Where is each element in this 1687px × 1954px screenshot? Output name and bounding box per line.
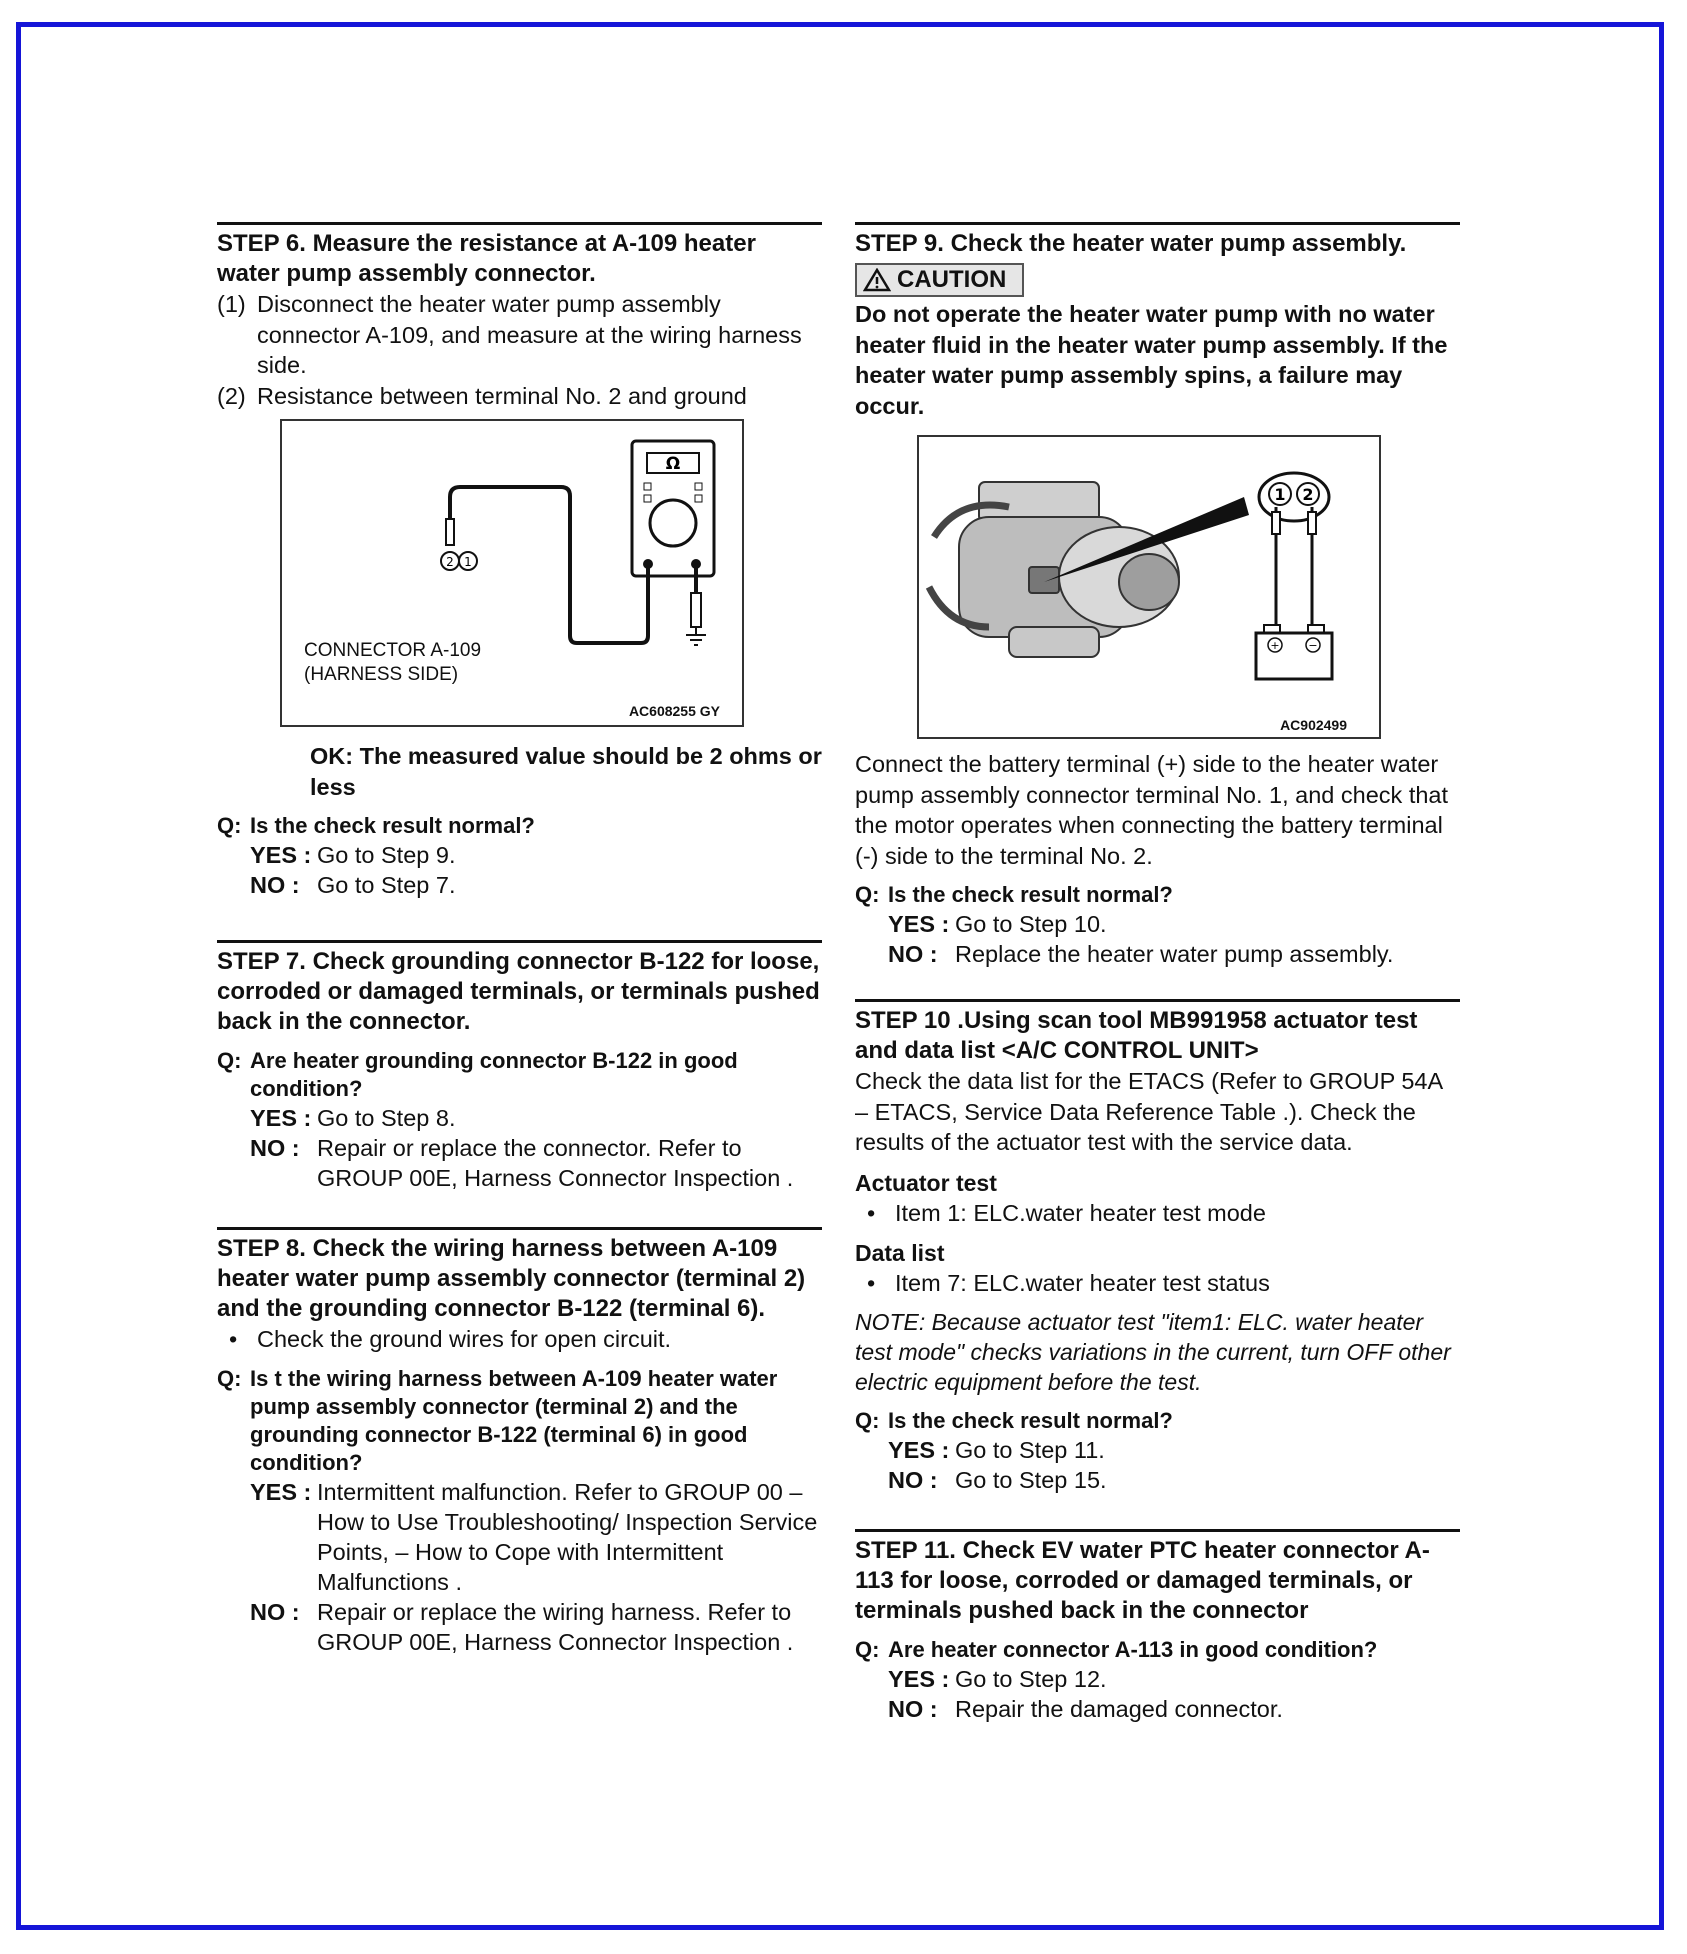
yes-text: Intermittent malfunction. Refer to GROUP 00 – How to Use Troubleshooting/ Inspection Service Points, – How to Cope with Intermittent Malfunctions .: [317, 1478, 818, 1595]
step-6-no: [217, 870, 822, 900]
q-label: Q:: [855, 1407, 880, 1433]
probe-tip: [446, 519, 454, 545]
step-8-no: [217, 1597, 822, 1657]
no-text: Repair or replace the wiring harness. Refer to GROUP 00E, Harness Connector Inspection .: [317, 1598, 794, 1655]
question-text: Is t the wiring harness between A-109 heater water pump assembly connector (terminal 2) and the grounding connector B-122 (terminal 6) in good condition?: [250, 1365, 778, 1475]
step-8-bullet: [217, 1324, 822, 1355]
bullet-text: Check the ground wires for open circuit.: [257, 1326, 672, 1352]
probe-minus: [1308, 512, 1316, 534]
no-label: NO :: [250, 872, 300, 898]
water-pump-diagram: [917, 435, 1381, 739]
data-list-item: [855, 1268, 1460, 1299]
step-7: [217, 940, 822, 1193]
step-10: [855, 999, 1460, 1495]
step-10-title: STEP 10 .Using scan tool MB991958 actuator test and data list <A/C CONTROL UNIT>: [855, 1007, 1418, 1064]
step-10-note: NOTE: Because actuator test "item1: ELC. water heater test mode" checks variations in the current, turn OFF other electric equipment before the test.: [855, 1308, 1451, 1395]
minus-label: −: [1308, 639, 1318, 652]
q-label: Q:: [217, 813, 242, 838]
item-text: Resistance between terminal No. 2 and ground: [257, 382, 747, 409]
step-6-title: STEP 6. Measure the resistance at A-109 heater water pump assembly connector.: [217, 230, 756, 287]
no-label: NO :: [888, 1695, 938, 1722]
step-6-yes: [217, 840, 822, 870]
bullet-mark: •: [867, 1199, 876, 1226]
step-11: [855, 1529, 1460, 1724]
ohmmeter-diagram: [280, 419, 744, 727]
question-text: Is the check result normal?: [250, 813, 535, 838]
step-11-no: [855, 1694, 1460, 1724]
yes-label: YES :: [888, 1665, 950, 1692]
pin-2-label: 2: [1302, 485, 1314, 504]
yes-label: YES :: [888, 911, 950, 937]
no-text: Repair or replace the connector. Refer to GROUP 00E, Harness Connector Inspection .: [317, 1135, 794, 1191]
question-text: Is the check result normal?: [888, 1407, 1173, 1433]
step-10-yes: [855, 1435, 1460, 1465]
yes-label: YES :: [250, 1478, 312, 1505]
step-9-body: Connect the battery terminal (+) side to the heater water pump assembly connector terminal No. 1, and check that the motor operates when connecting the battery terminal (-) side to the terminal No. 2.: [855, 751, 1449, 869]
step-6-item-1: [217, 289, 822, 381]
yes-text: Go to Step 12.: [955, 1665, 1107, 1692]
q-label: Q:: [855, 1636, 880, 1662]
data-list-heading: Data list: [855, 1240, 945, 1266]
no-label: NO :: [250, 1598, 300, 1625]
no-text: Replace the heater water pump assembly.: [955, 941, 1394, 967]
actuator-test-item: [855, 1198, 1460, 1229]
question-text: Are heater connector A-113 in good condition?: [888, 1636, 1378, 1662]
no-label: NO :: [888, 941, 938, 967]
actuator-test-heading: Actuator test: [855, 1169, 997, 1196]
step-11-title: STEP 11. Check EV water PTC heater connector A-113 for loose, corroded or damaged terminals, or terminals pushed back in the connector: [855, 1536, 1430, 1624]
no-text: Repair the damaged connector.: [955, 1695, 1283, 1722]
q-label: Q:: [217, 1365, 242, 1391]
yes-label: YES :: [250, 842, 312, 868]
yes-label: YES :: [888, 1436, 950, 1463]
yes-text: Go to Step 8.: [317, 1105, 456, 1131]
step-7-title: STEP 7. Check grounding connector B-122 for loose, corroded or damaged terminals, or terminals pushed back in the connector.: [217, 948, 820, 1035]
step-9-no: [855, 939, 1460, 969]
step-6-question: [217, 812, 822, 840]
battery: [1256, 633, 1332, 679]
ground-probe: [691, 593, 701, 627]
step-9: [855, 222, 1460, 969]
meter-dial: [650, 500, 696, 546]
caution-text: Do not operate the heater water pump with no water heater fluid in the heater water pump assembly. If the heater water pump assembly spins, a failure may occur.: [855, 301, 1448, 419]
q-label: Q:: [855, 882, 880, 907]
pump-assembly: [929, 482, 1179, 657]
plus-label: +: [1270, 639, 1280, 652]
bullet-text: Item 1: ELC.water heater test mode: [895, 1199, 1266, 1226]
step-11-question: [855, 1636, 1460, 1664]
yes-text: Go to Step 9.: [317, 842, 456, 868]
yes-text: Go to Step 11.: [955, 1436, 1105, 1463]
step-7-question: [217, 1047, 822, 1103]
water-pump-drawing: [919, 437, 1379, 737]
pin-1-label: 1: [1274, 485, 1286, 504]
step-8-question: [217, 1365, 822, 1477]
step-6-item-2: [217, 381, 822, 412]
figure-code: AC902499: [1280, 717, 1347, 733]
bullet-mark: •: [229, 1326, 238, 1352]
no-text: Go to Step 15.: [955, 1466, 1107, 1493]
left-column: [217, 222, 822, 1685]
step-10-no: [855, 1465, 1460, 1495]
step-8: [217, 1227, 822, 1657]
right-column: [855, 222, 1460, 1752]
step-8-yes: [217, 1477, 822, 1597]
yes-label: YES :: [250, 1105, 312, 1131]
pin-2-label: 2: [446, 555, 454, 569]
question-text: Is the check result normal?: [888, 882, 1173, 907]
connector-label: CONNECTOR A-109 (HARNESS SIDE): [304, 640, 482, 685]
step-11-yes: [855, 1664, 1460, 1694]
warning-triangle-icon: [863, 268, 891, 292]
step-7-yes: [217, 1103, 822, 1133]
caution-label: CAUTION: [897, 266, 1007, 293]
step-9-yes: [855, 909, 1460, 939]
ok-criteria: OK: The measured value should be 2 ohms or less: [310, 743, 822, 800]
step-10-body: Check the data list for the ETACS (Refer to GROUP 54A – ETACS, Service Data Reference Table .). Check the results of the actuator test with the service data.: [855, 1068, 1442, 1155]
no-text: Go to Step 7.: [317, 872, 456, 898]
step-10-question: [855, 1407, 1460, 1435]
item-number: (1): [217, 291, 246, 317]
ohm-symbol: Ω: [665, 454, 681, 474]
step-9-question: [855, 881, 1460, 909]
step-6: [217, 222, 822, 900]
bullet-text: Item 7: ELC.water heater test status: [895, 1270, 1270, 1296]
step-7-no: [217, 1133, 822, 1193]
item-number: (2): [217, 382, 246, 409]
figure-code: AC608255 GY: [628, 703, 720, 719]
no-label: NO :: [888, 1466, 938, 1493]
pin-1-label: 1: [464, 555, 472, 569]
yes-text: Go to Step 10.: [955, 911, 1107, 937]
caution-banner: [855, 263, 1024, 297]
no-label: NO :: [250, 1135, 300, 1161]
step-8-title: STEP 8. Check the wiring harness between A-109 heater water pump assembly connector (terminal 2) and the grounding connector B-122 (terminal 6).: [217, 1235, 806, 1322]
item-text: Disconnect the heater water pump assembly connector A-109, and measure at the wiring harness side.: [257, 291, 802, 378]
bullet-mark: •: [867, 1270, 876, 1296]
probe-lead: [450, 487, 648, 643]
q-label: Q:: [217, 1048, 242, 1073]
question-text: Are heater grounding connector B-122 in good condition?: [250, 1048, 738, 1101]
step-9-title: STEP 9. Check the heater water pump assembly.: [855, 230, 1407, 257]
probe-plus: [1272, 512, 1280, 534]
